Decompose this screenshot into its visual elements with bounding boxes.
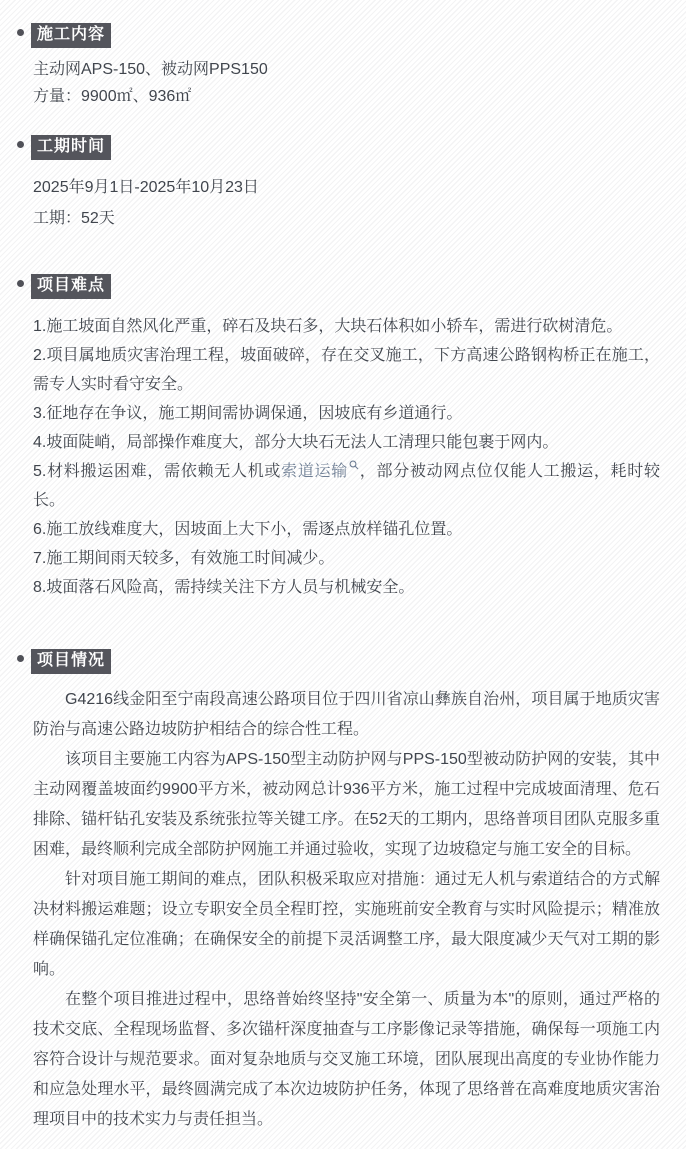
construction-body [33,56,660,110]
difficulty-item-7: 7.施工期间雨天较多，有效施工时间减少。 [33,550,335,567]
section-construction-content [17,23,660,110]
section-header [17,649,660,674]
construction-nets-line: 主动网APS-150、被动网PPS150 [33,61,268,78]
schedule-duration-line: 工期：52天 [33,210,115,227]
section-header [17,23,660,48]
construction-quantity-line: 方量：9900㎡、936㎡ [33,88,192,105]
difficulty-item-5-prefix: 5.材料搬运困难，需依赖无人机或 [33,463,282,480]
section-header [17,135,660,160]
difficulty-item-2: 2.项目属地质灾害治理工程，坡面破碎，存在交叉施工，下方高速公路钢构桥正在施工，需专人实时看守安全。 [33,347,660,393]
overview-paragraph-4: 在整个项目推进过程中，思络普始终坚持"安全第一、质量为本"的原则，通过严格的技术交底、全程现场监督、多次锚杆深度抽查与工序影像记录等措施，确保每一项施工内容符合设计与规范要求。面对复杂地质与交叉施工环境，团队展现出高度的专业协作能力和应急处理水平，最终圆满完成了本次边坡防护任务，体现了思络普在高难度地质灾害治理项目中的技术实力与责任担当。 [33,991,660,1128]
section-schedule [17,135,660,234]
difficulty-item-1: 1.施工坡面自然风化严重，碎石及块石多，大块石体积如小轿车，需进行砍树清危。 [33,318,623,335]
section-difficulties [17,274,660,602]
bullet-icon [17,141,24,148]
overview-paragraphs [33,685,660,1135]
schedule-body [33,172,660,234]
section-header [17,274,660,299]
section-title-construction: 施工内容 [31,23,111,48]
schedule-dates-line: 2025年9月1日-2025年10月23日 [33,179,259,196]
bullet-icon [17,29,24,36]
search-icon[interactable] [349,460,359,470]
section-overview [17,649,660,1135]
section-title-overview: 项目情况 [31,649,111,674]
bullet-icon [17,655,24,662]
difficulty-item-4: 4.坡面陡峭，局部操作难度大，部分大块石无法人工清理只能包裹于网内。 [33,434,559,451]
section-title-schedule: 工期时间 [31,135,111,160]
overview-paragraph-2: 该项目主要施工内容为APS-150型主动防护网与PPS-150型被动防护网的安装，其中主动网覆盖坡面约9900平方米，被动网总计936平方米，施工过程中完成坡面清理、危石排除、锚杆钻孔安装及系统张拉等关键工序。在52天的工期内，思络普项目团队克服多重困难，最终顺利完成全部防护网施工并通过验收，实现了边坡稳定与施工安全的目标。 [33,751,660,858]
difficulty-item-3: 3.征地存在争议，施工期间需协调保通，因坡底有乡道通行。 [33,405,463,422]
section-title-difficulties: 项目难点 [31,274,111,299]
difficulty-list [33,312,660,602]
difficulty-item-5 [33,457,660,515]
difficulty-item-5-suffix: ，部分被动网点位仅能人工搬运，耗时较长。 [33,463,660,509]
overview-paragraph-3: 针对项目施工期间的难点，团队积极采取应对措施：通过无人机与索道结合的方式解决材料搬运难题；设立专职安全员全程盯控，实施班前安全教育与实时风险提示；精准放样确保锚孔定位准确；在确保安全的前提下灵活调整工序，最大限度减少天气对工期的影响。 [33,871,660,978]
overview-paragraph-1: G4216线金阳至宁南段高速公路项目位于四川省凉山彝族自治州，项目属于地质灾害防治与高速公路边坡防护相结合的综合性工程。 [33,691,660,738]
cableway-transport-link[interactable] [281,463,359,480]
difficulty-item-8: 8.坡面落石风险高，需持续关注下方人员与机械安全。 [33,579,415,596]
difficulty-item-6: 6.施工放线难度大，因坡面上大下小，需逐点放样锚孔位置。 [33,521,463,538]
cableway-transport-link-text[interactable]: 索道运输 [281,463,349,480]
bullet-icon [17,280,24,287]
